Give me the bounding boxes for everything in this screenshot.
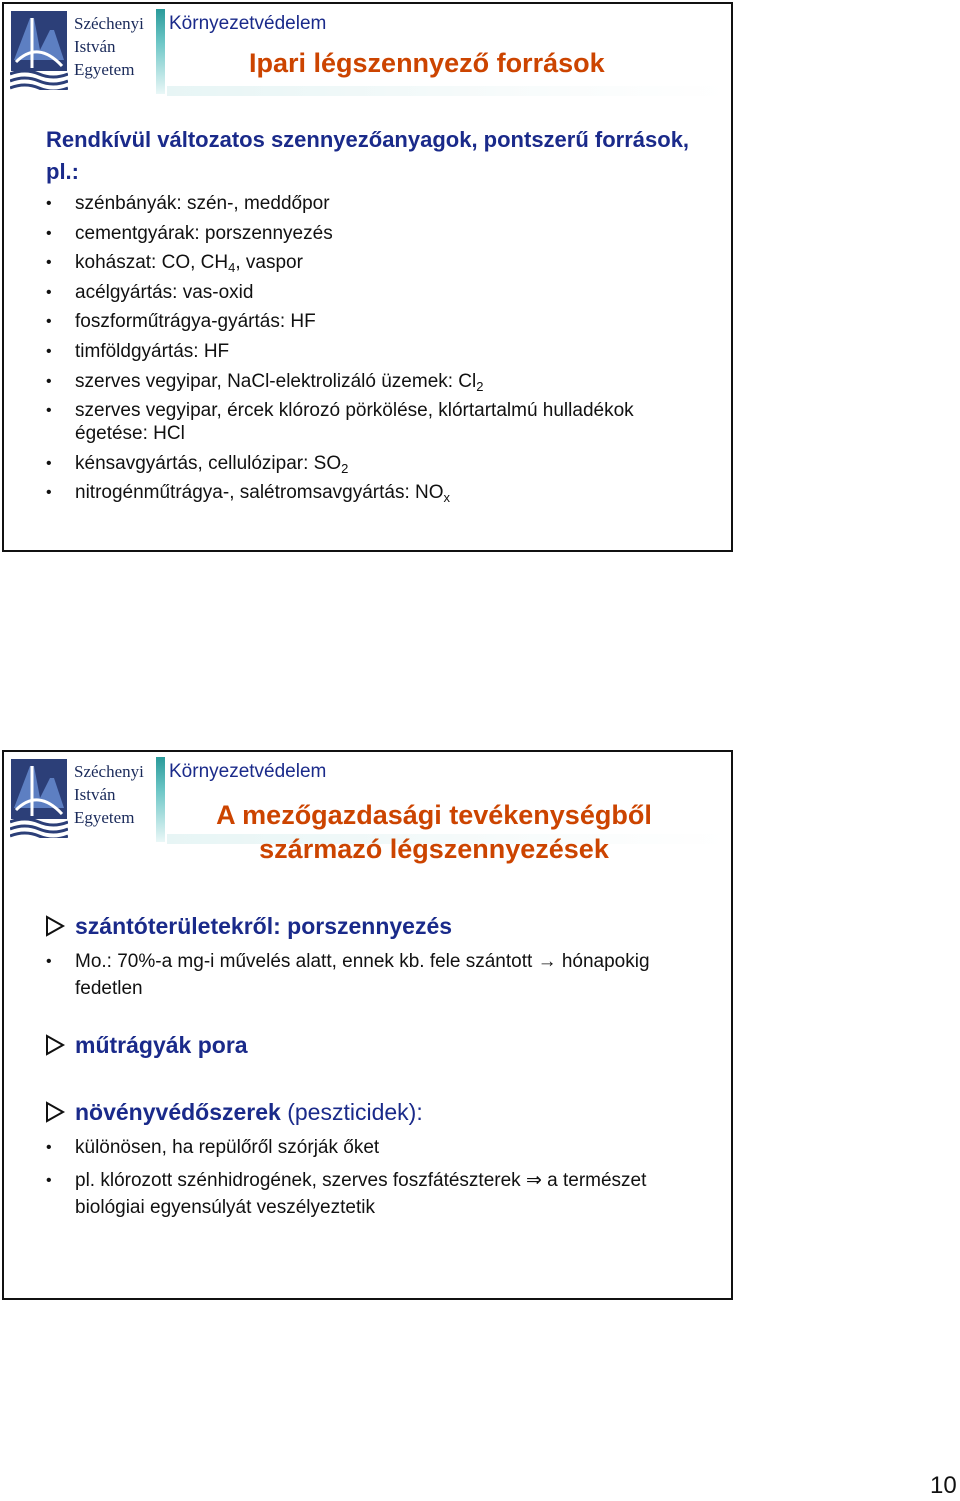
list-item: • szerves vegyipar, ércek klórozó pörkölése, klórtartalmú hulladékok égetése: HCl [46, 399, 716, 445]
section-heading-fertilizer: műtrágyák pora [44, 1031, 714, 1059]
department-label: Környezetvédelem [169, 13, 327, 34]
page-number: 10 [930, 1472, 957, 1499]
list-item: • szerves vegyipar, NaCl-elektrolizáló üzemek: $Cl_2$ [46, 370, 716, 393]
list-item: • különösen, ha repülőről szórják őket [46, 1134, 716, 1161]
list-item: • acélgyártás: vas-oxid [46, 281, 716, 304]
implies-arrow-icon: ⇒ [525, 1170, 542, 1191]
university-logo-icon [10, 758, 68, 838]
university-name: Széchenyi István Egyetem [74, 14, 144, 79]
slide-title: A mezőgazdasági tevékenységből származó légszennyezések [216, 800, 652, 864]
list-item: • szénbányák: szén-, meddőpor [46, 192, 716, 215]
department-label: Környezetvédelem [169, 761, 327, 782]
university-name: Széchenyi István Egyetem [74, 762, 144, 827]
list-item: • Mo.: 70%-a mg-i művelés alatt, ennek kb. fele szántott → hónapokig fedetlen [46, 948, 716, 1002]
section-heading-pesticides: növényvédőszerek (peszticidek): [44, 1098, 714, 1126]
header-accent-bar [156, 9, 165, 94]
university-logo-icon [10, 10, 68, 90]
slide-industrial [2, 2, 733, 552]
slide-agriculture [2, 750, 733, 1300]
arrow-bullet-icon [44, 912, 66, 940]
header-divider [167, 86, 727, 96]
list-item: • nitrogénműtrágya-, salétromsavgyártás: $NO_x$ [46, 481, 716, 504]
list-item: • foszforműtrágya-gyártás: HF [46, 310, 716, 333]
cropland-list [46, 948, 716, 1002]
arrow-bullet-icon [44, 1098, 66, 1126]
intro-text: Rendkívül változatos szennyezőanyagok, pontszerű források, pl.: [46, 127, 690, 184]
source-list [46, 192, 716, 511]
list-item: • kohászat: CO, $CH_4$, vaspor [46, 251, 716, 274]
list-item: • timföldgyártás: HF [46, 340, 716, 363]
list-item: • kénsavgyártás, cellulózipar: $SO_2$ [46, 452, 716, 475]
pesticide-list [46, 1134, 716, 1221]
slide-title: Ipari légszennyező források [249, 48, 605, 78]
list-item: • cementgyárak: porszennyezés [46, 222, 716, 245]
right-arrow-icon: → [537, 951, 557, 972]
section-heading-cropland: szántóterületekről: porszennyezés [44, 912, 714, 940]
arrow-bullet-icon [44, 1031, 66, 1059]
list-item: • pl. klórozott szénhidrogének, szerves foszfátészterek ⇒ a természet biológiai egyensúlyát veszélyeztetik [46, 1167, 716, 1221]
